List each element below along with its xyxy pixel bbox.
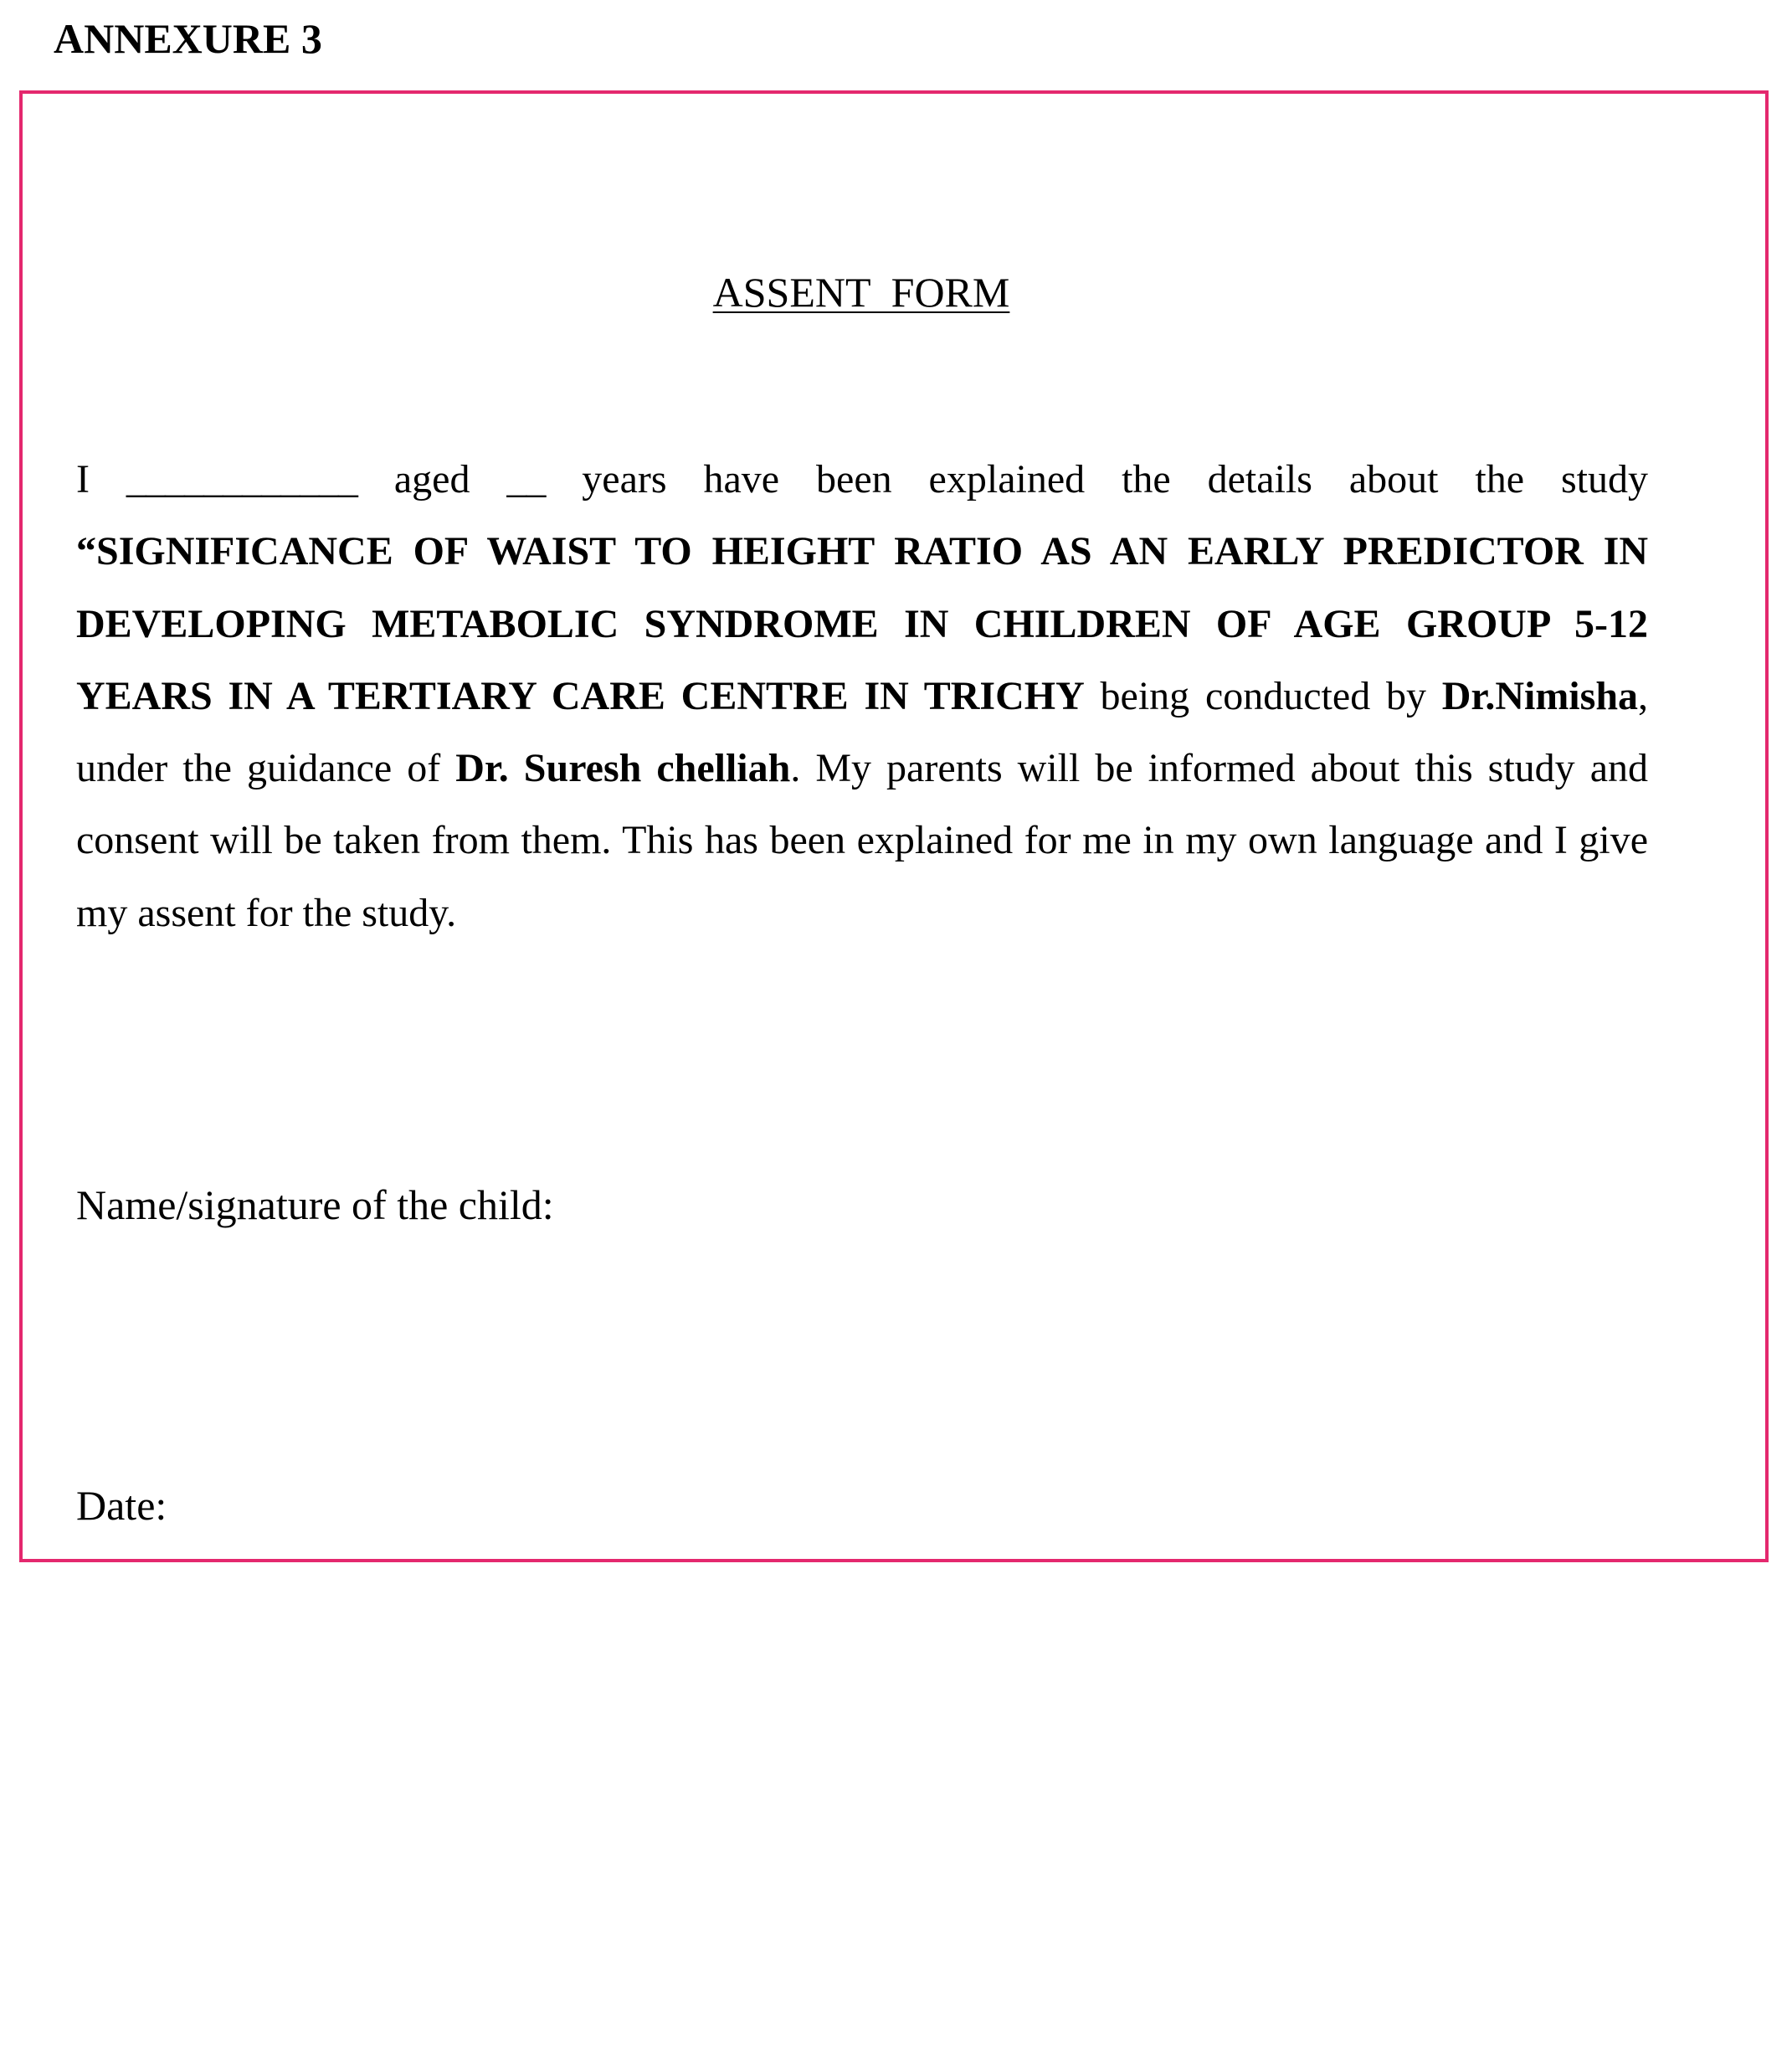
annexure-heading: ANNEXURE 3 [54, 15, 322, 62]
form-title: ASSENT FORM [712, 269, 1010, 316]
statement-rest [76, 516, 1648, 949]
statement-word: aged [393, 457, 470, 501]
child-age-blank: __ [506, 457, 546, 501]
investigator-name: Dr.Nimisha [1441, 673, 1639, 718]
statement-word: explained [928, 457, 1086, 501]
conducted-by-text: being conducted by [1084, 673, 1442, 718]
statement-word: about [1348, 457, 1439, 501]
statement-word: years [582, 457, 667, 501]
assent-statement [76, 444, 1648, 949]
guidance-text: , under the guidance of [76, 673, 1649, 791]
closing-text: . My parents will be informed about this study and consent will be taken from them. This has been explained for me in my own language and I give my assent for the study. [76, 746, 1648, 935]
assent-form-frame [19, 90, 1769, 1562]
statement-word: the [1475, 457, 1525, 501]
statement-word: the [1122, 457, 1171, 501]
statement-word: have [703, 457, 780, 501]
child-name-blank: ____________ [126, 457, 357, 501]
statement-word: details [1207, 457, 1312, 501]
statement-word: been [816, 457, 892, 501]
study-title: “SIGNIFICANCE OF WAIST TO HEIGHT RATIO AS AN EARLY PREDICTOR IN DEVELOPING METABOLIC SYNDROME IN CHILDREN OF AGE GROUP 5-12 YEARS IN A TERTIARY CARE CENTRE IN TRICHY [76, 529, 1648, 718]
date-label: Date: [76, 1482, 167, 1529]
statement-first-line [76, 444, 1648, 516]
statement-word: study [1560, 457, 1648, 501]
guide-name: Dr. Suresh chelliah [455, 746, 791, 791]
statement-word: I [76, 457, 90, 501]
name-signature-label: Name/signature of the child: [76, 1181, 554, 1228]
